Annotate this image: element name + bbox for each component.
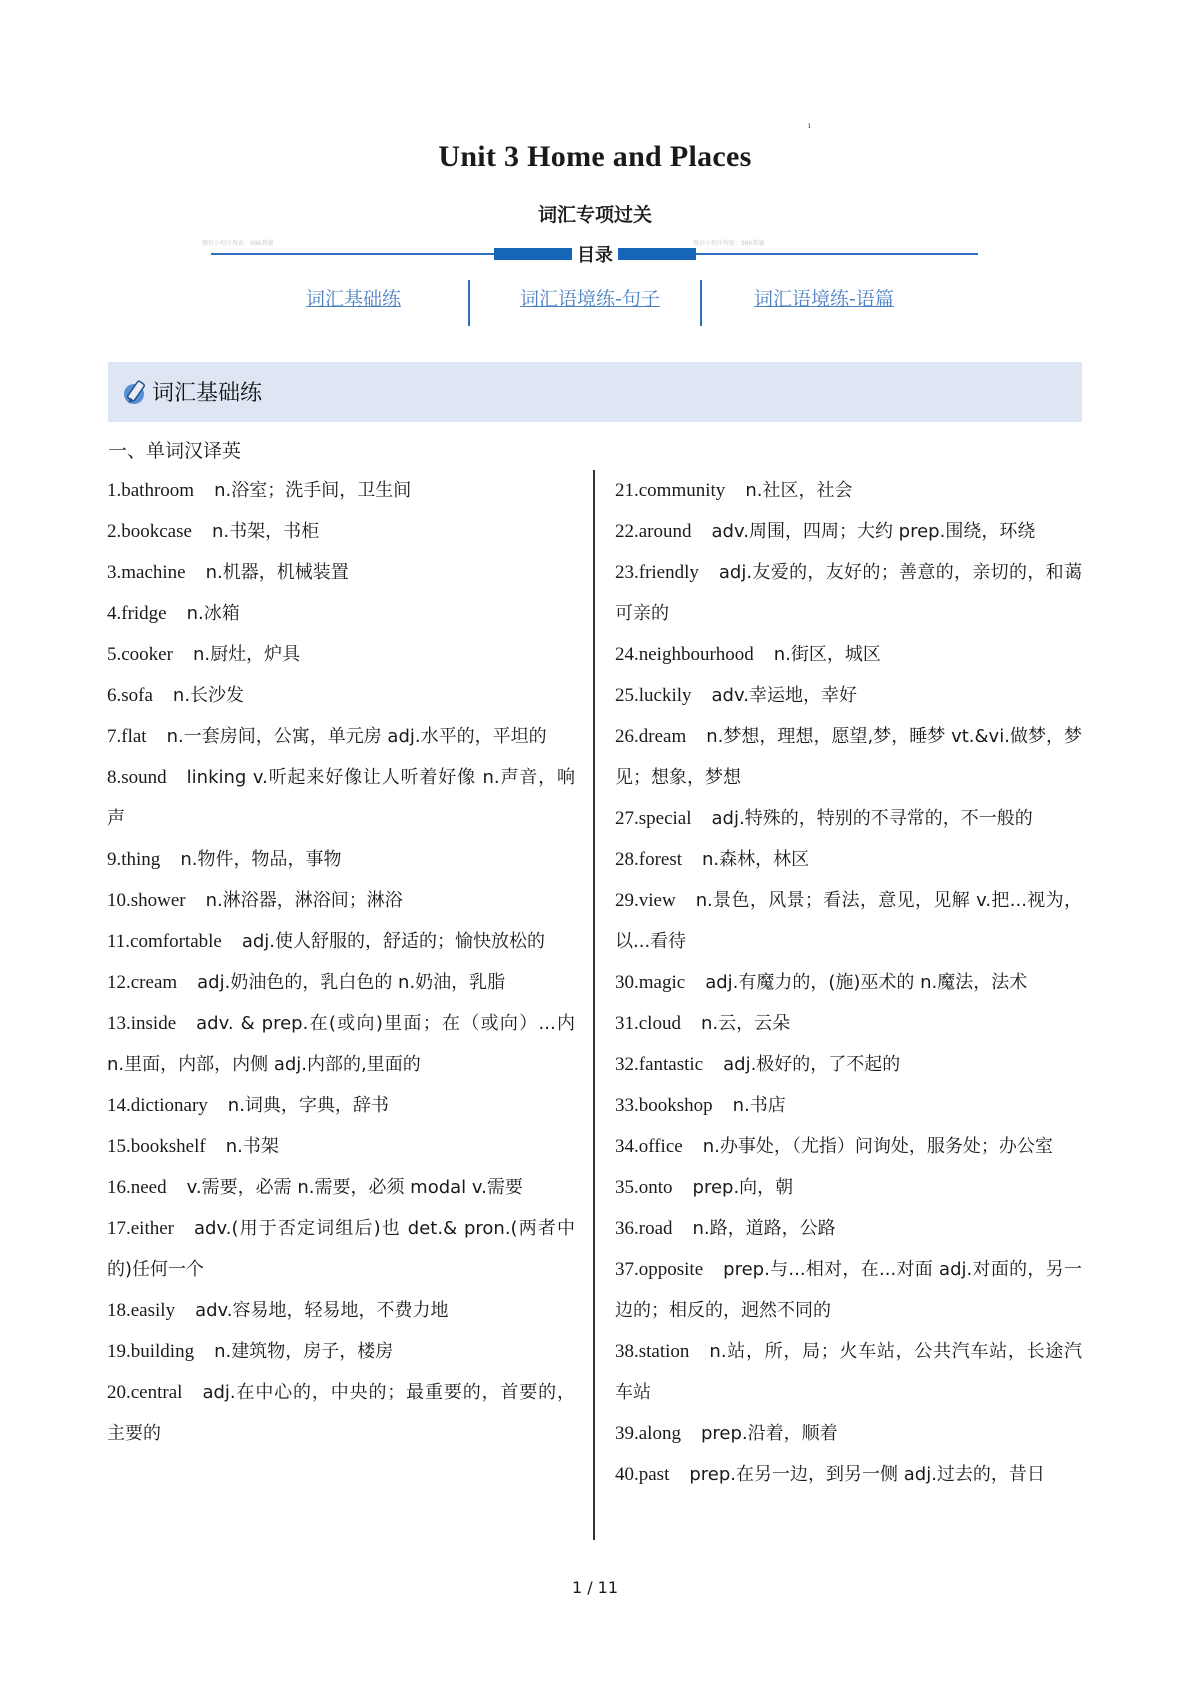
vocab-entry (615, 839, 1082, 880)
vocab-definition: n.机器，机械装置 (205, 562, 349, 583)
vocab-word: 40.past (615, 1464, 670, 1485)
vocab-entry (107, 1372, 575, 1454)
toc-bar-right (618, 248, 696, 260)
vocab-word: 26.dream (615, 726, 687, 747)
vocab-word: 8.sound (107, 767, 167, 788)
vocab-entry (615, 1454, 1082, 1495)
vocab-word: 22.around (615, 521, 692, 542)
vocab-word: 36.road (615, 1218, 673, 1239)
vocab-word: 38.station (615, 1341, 690, 1362)
vocab-entry (615, 1249, 1082, 1331)
toc-bar-left (494, 248, 572, 260)
vocab-word: 20.central (107, 1382, 183, 1403)
vocab-entry (615, 962, 1082, 1003)
vocab-definition: prep.与...相对，在...对面 adj.对面的，另一边的；相反的，迥然不同的 (615, 1259, 1082, 1321)
vocab-entry (615, 1003, 1082, 1044)
vocab-definition: n.淋浴器，淋浴间；淋浴 (205, 890, 403, 911)
vocab-definition: n.一套房间，公寓，单元房 adj.水平的，平坦的 (166, 726, 547, 747)
vocab-word: 9.thing (107, 849, 161, 870)
section-header (108, 362, 1082, 422)
toc-rule-left (211, 253, 495, 255)
vocab-entry (107, 1003, 575, 1085)
vocab-definition: n.街区，城区 (773, 644, 881, 665)
vocab-entry (107, 757, 575, 839)
vocab-word: 32.fantastic (615, 1054, 704, 1075)
toc-divider (700, 280, 702, 326)
vocab-word: 29.view (615, 890, 676, 911)
vocab-word: 33.bookshop (615, 1095, 713, 1116)
vocab-entry (107, 921, 575, 962)
vocab-column-left (107, 470, 575, 1454)
vocab-definition: n.浴室；洗手间，卫生间 (214, 480, 412, 501)
vocab-definition: n.森林，林区 (702, 849, 810, 870)
vocab-word: 2.bookcase (107, 521, 192, 542)
vocab-definition: adv. & prep.在(或向)里面；在（或向）...内 n.里面，内部，内侧 adj.内部的,里面的 (107, 1013, 575, 1075)
vocab-entry (615, 470, 1082, 511)
vocab-entry (615, 1208, 1082, 1249)
vocab-entry (615, 511, 1082, 552)
toc-divider (468, 280, 470, 326)
vocab-entry (107, 716, 575, 757)
vocab-entry (107, 1167, 575, 1208)
vocab-entry (107, 1331, 575, 1372)
vocab-word: 23.friendly (615, 562, 699, 583)
vocab-definition: n.长沙发 (172, 685, 245, 706)
watermark: 微信小程序搜索：98K教辅 (693, 240, 765, 247)
vocab-entry (615, 552, 1082, 634)
vocab-entry (615, 1085, 1082, 1126)
pencil-icon (122, 378, 150, 406)
page-mark: ı (808, 121, 811, 130)
vocab-definition: adj.友爱的，友好的；善意的，亲切的，和蔼可亲的 (615, 562, 1082, 624)
toc-label: 目录 (572, 241, 618, 267)
watermark: 微信小程序搜索：98K教辅 (202, 240, 274, 247)
vocab-column-right (615, 470, 1082, 1495)
vocab-definition: adj.极好的，了不起的 (723, 1054, 901, 1075)
vocab-definition: prep.沿着，顺着 (700, 1423, 838, 1444)
vocab-word: 7.flat (107, 726, 147, 747)
vocab-word: 25.luckily (615, 685, 692, 706)
vocab-definition: prep.向，朝 (692, 1177, 794, 1198)
vocab-word: 11.comfortable (107, 931, 222, 952)
vocab-word: 37.opposite (615, 1259, 704, 1280)
toc-rule-right (694, 253, 978, 255)
vocab-definition: n.冰箱 (186, 603, 240, 624)
vocab-definition: v.需要，必需 n.需要，必须 modal v.需要 (186, 1177, 523, 1198)
vocab-word: 13.inside (107, 1013, 177, 1034)
vocab-word: 4.fridge (107, 603, 167, 624)
vocab-definition: n.办事处，（尤指）问询处，服务处；办公室 (702, 1136, 1053, 1157)
vocab-word: 35.onto (615, 1177, 673, 1198)
vocab-word: 17.either (107, 1218, 175, 1239)
vocab-word: 3.machine (107, 562, 186, 583)
vocab-entry (107, 1085, 575, 1126)
page-subtitle: 词汇专项过关 (537, 204, 652, 226)
vocab-definition: adv.幸运地，幸好 (711, 685, 857, 706)
vocab-entry (615, 798, 1082, 839)
vocab-word: 19.building (107, 1341, 195, 1362)
part-heading: 一、单词汉译英 (108, 440, 242, 462)
vocab-entry (107, 1208, 575, 1290)
vocab-entry (615, 1167, 1082, 1208)
vocab-definition: adj.在中心的，中央的；最重要的，首要的，主要的 (107, 1382, 575, 1444)
vocab-word: 28.forest (615, 849, 683, 870)
vocab-entry (107, 552, 575, 593)
vocab-definition: n.物件，物品，事物 (180, 849, 342, 870)
vocab-definition: adj.有魔力的，(施)巫术的 n.魔法，法术 (705, 972, 1028, 993)
vocab-entry (107, 1126, 575, 1167)
vocab-entry (107, 880, 575, 921)
vocab-word: 15.bookshelf (107, 1136, 206, 1157)
vocab-definition: adj.奶油色的，乳白色的 n.奶油，乳脂 (197, 972, 506, 993)
vocab-definition: n.书架，书柜 (211, 521, 320, 542)
vocab-definition: adv.周围，四周；大约 prep.围绕，环绕 (711, 521, 1036, 542)
vocab-entry (615, 1413, 1082, 1454)
toc-link-basic[interactable]: 词汇基础练 (306, 288, 402, 310)
vocab-word: 30.magic (615, 972, 686, 993)
vocab-definition: n.景色，风景；看法，意见，见解 v.把...视为，以...看待 (615, 890, 1082, 952)
vocab-definition: adv.(用于否定词组后)也 det.& pron.(两者中的)任何一个 (107, 1218, 575, 1280)
vocab-entry (615, 1331, 1082, 1413)
vocab-definition: n.词典，字典，辞书 (227, 1095, 389, 1116)
vocab-entry (107, 962, 575, 1003)
vocab-word: 21.community (615, 480, 726, 501)
vocab-definition: n.云，云朵 (700, 1013, 791, 1034)
vocab-definition: adv.容易地，轻易地，不费力地 (195, 1300, 449, 1321)
vocab-word: 6.sofa (107, 685, 153, 706)
vocab-definition: n.站，所，局；火车站，公共汽车站，长途汽车站 (615, 1341, 1082, 1403)
vocab-definition: n.书店 (732, 1095, 786, 1116)
vocab-word: 12.cream (107, 972, 178, 993)
vocab-entry (615, 880, 1082, 962)
vocab-entry (615, 675, 1082, 716)
page-title: Unit 3 Home and Places (438, 140, 752, 173)
vocab-word: 14.dictionary (107, 1095, 208, 1116)
vocab-definition: prep.在另一边，到另一侧 adj.过去的，昔日 (689, 1464, 1045, 1485)
vocab-word: 18.easily (107, 1300, 176, 1321)
vocab-entry (615, 634, 1082, 675)
vocab-word: 5.cooker (107, 644, 173, 665)
vocab-definition: adj.特殊的，特别的不寻常的，不一般的 (711, 808, 1033, 829)
vocab-word: 1.bathroom (107, 480, 195, 501)
vocab-definition: n.书架 (225, 1136, 279, 1157)
vocab-entry (107, 470, 575, 511)
vocab-entry (107, 839, 575, 880)
vocab-word: 31.cloud (615, 1013, 681, 1034)
vocab-definition: n.社区，社会 (745, 480, 853, 501)
vocab-word: 10.shower (107, 890, 186, 911)
vocab-word: 27.special (615, 808, 692, 829)
section-title: 词汇基础练 (152, 381, 263, 406)
vocab-entry (615, 1126, 1082, 1167)
vocab-definition: n.梦想，理想，愿望,梦，睡梦 vt.&vi.做梦，梦见；想象，梦想 (615, 726, 1082, 788)
vocab-word: 34.office (615, 1136, 683, 1157)
vocab-word: 16.need (107, 1177, 167, 1198)
vocab-definition: n.路，道路，公路 (692, 1218, 836, 1239)
vocab-definition: linking v.听起来好像让人听着好像 n.声音，响声 (107, 767, 575, 829)
vocab-entry (107, 511, 575, 552)
vocab-definition: n.建筑物，房子，楼房 (214, 1341, 394, 1362)
vocab-entry (107, 593, 575, 634)
vocab-word: 24.neighbourhood (615, 644, 754, 665)
vocab-entry (107, 675, 575, 716)
vocab-entry (107, 634, 575, 675)
vocab-definition: n.厨灶，炉具 (192, 644, 301, 665)
vocab-entry (107, 1290, 575, 1331)
vocab-entry (615, 716, 1082, 798)
toc-link-sentence[interactable]: 词汇语境练-句子 (520, 288, 660, 310)
column-divider (593, 470, 595, 1540)
page-number: 1 / 11 (571, 1578, 619, 1597)
vocab-entry (615, 1044, 1082, 1085)
toc-link-passage[interactable]: 词汇语境练-语篇 (754, 288, 894, 310)
vocab-word: 39.along (615, 1423, 681, 1444)
vocab-definition: adj.使人舒服的，舒适的；愉快放松的 (241, 931, 546, 952)
